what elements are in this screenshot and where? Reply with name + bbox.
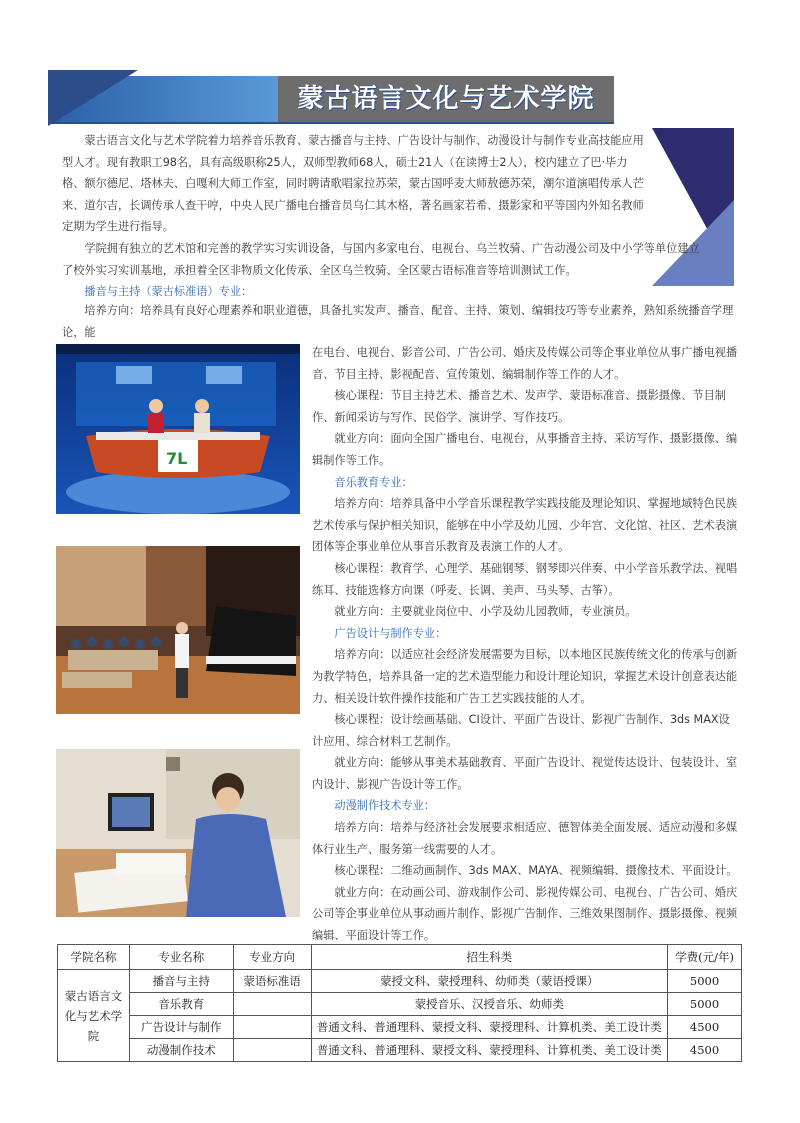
enrollment-table xyxy=(57,944,742,1062)
broadcast-direction-cont: 在电台、电视台、影音公司、广告公司、婚庆及传媒公司等企事业单位从事广播电视播音、节目主持、影视配音、宣传策划、编辑制作等工作的人才。 xyxy=(312,346,738,381)
ad-heading: 广告设计与制作专业： xyxy=(334,626,447,640)
ad-direction: 培养方向：以适应社会经济发展需要为目标，以本地区民族传统文化的传承与创新为教学特色，培养具备一定的艺术造型能力和设计理论知识，掌握艺术设计创意表达能力、相关设计软件操作技能和广告工艺实践技能的人才。 xyxy=(312,648,738,705)
direction-cell: 蒙语标准语 xyxy=(233,970,311,993)
table-row xyxy=(58,1016,742,1039)
photo-broadcast-studio xyxy=(56,344,300,514)
college-cell: 蒙古语言文化与艺术学院 xyxy=(58,970,130,1062)
broadcast-direction: 培养方向：培养具有良好心理素养和职业道德，具备扎实发声、播音、配音、主持、策划、编辑技巧等专业素养，熟知系统播音学理论，能 xyxy=(62,304,734,339)
direction-cell xyxy=(233,1039,311,1062)
animation-job: 就业方向：在动画公司、游戏制作公司、影视传媒公司、电视台、广告公司、婚庆公司等企事业单位从事动画片制作、影视广告制作、三维效果图制作、摄影摄像、视频编辑、平面设计等工作。 xyxy=(312,885,738,943)
header-college: 学院名称 xyxy=(58,945,130,970)
category-cell: 蒙授音乐、汉授音乐、幼师类 xyxy=(311,993,667,1016)
music-heading: 音乐教育专业： xyxy=(334,475,413,489)
broadcast-core: 核心课程：节目主持艺术、播音艺术、发声学、蒙语标准音、摄影摄像、节目制作、新闻采访与写作、民俗学、演讲学、写作技巧。 xyxy=(312,389,726,424)
direction-cell xyxy=(233,1016,311,1039)
header-fee: 学费(元/年) xyxy=(668,945,742,970)
category-cell: 普通文科、普通理科、蒙授文科、蒙授理科、计算机类、美工设计类 xyxy=(311,1016,667,1039)
intro-section xyxy=(62,130,700,303)
table-row xyxy=(58,1039,742,1062)
animation-direction: 培养方向：培养与经济社会发展要求相适应、德智体美全面发展、适应动漫和多媒体行业生产、服务第一线需要的人才。 xyxy=(312,821,738,856)
music-core: 核心课程：教育学、心理学、基础钢琴、钢琴即兴伴奏、中小学音乐教学法、视唱练耳、技能选修方向课（呼麦、长调、美声、马头琴、古筝）。 xyxy=(312,561,738,597)
banner-triangle xyxy=(48,70,138,126)
music-direction: 培养方向：培养具备中小学音乐课程教学实践技能及理论知识、掌握地域特色民族艺术传承与保护相关知识，能够在中小学及幼儿园、少年宫、文化馆、社区、艺术表演团体等企事业单位从事音乐教育及表演工作的人才。 xyxy=(312,497,738,554)
broadcast-heading: 播音与主持（蒙古标准语）专业： xyxy=(84,285,253,299)
header-direction: 专业方向 xyxy=(233,945,311,970)
category-cell: 蒙授文科、蒙授理科、幼师类（蒙语授课） xyxy=(311,970,667,993)
photo-animation-design xyxy=(56,749,300,917)
majors-column xyxy=(312,342,740,947)
major-cell: 动漫制作技术 xyxy=(129,1039,233,1062)
ad-job: 就业方向：能够从事美术基础教育、平面广告设计、视觉传达设计、包装设计、室内设计、影视广告设计等工作。 xyxy=(312,756,738,791)
design-illustration xyxy=(56,749,300,917)
music-class-illustration xyxy=(56,546,300,714)
fee-cell: 4500 xyxy=(668,1039,742,1062)
table-row xyxy=(58,970,742,993)
banner-underline xyxy=(48,122,614,124)
major-cell: 播音与主持 xyxy=(129,970,233,993)
category-cell: 普通文科、普通理科、蒙授文科、蒙授理科、计算机类、美工设计类 xyxy=(311,1039,667,1062)
photo-music-class xyxy=(56,546,300,714)
major-cell: 广告设计与制作 xyxy=(129,1016,233,1039)
animation-heading: 动漫制作技术专业： xyxy=(334,799,436,813)
music-job: 就业方向：主要就业岗位中、小学及幼儿园教师，专业演员。 xyxy=(334,605,637,619)
broadcast-job: 就业方向：面向全国广播电台、电视台，从事播音主持、采访写作、摄影摄像、编辑制作等工作。 xyxy=(312,432,738,467)
studio-logo: 7L xyxy=(166,449,188,468)
table-row xyxy=(58,993,742,1016)
ad-core: 核心课程：设计绘画基础、CI设计、平面广告设计、影视广告制作、3ds MAX设计应用、综合材料工艺制作。 xyxy=(312,713,730,748)
intro-paragraph-2: 学院拥有独立的艺术馆和完善的教学实习实训设备，与国内多家电台、电视台、乌兰牧骑、广告动漫公司及中小学等单位建立了校外实习实训基地，承担着全区非物质文化传承、全区乌兰牧骑、全区蒙古语标准音等培训测试工作。 xyxy=(62,241,700,277)
table-header-row xyxy=(58,945,742,970)
fee-cell: 4500 xyxy=(668,1016,742,1039)
fee-cell: 5000 xyxy=(668,993,742,1016)
header-major: 专业名称 xyxy=(129,945,233,970)
header-category: 招生科类 xyxy=(311,945,667,970)
page-title: 蒙古语言文化与艺术学院 xyxy=(297,84,595,114)
studio-illustration xyxy=(56,344,300,514)
intro-paragraph-1: 蒙古语言文化与艺术学院着力培养音乐教育、蒙古播音与主持、广告设计与制作、动漫设计与制作专业高技能应用型人才。现有教职工98名，具有高级职称25人，双师型教师68人，硕士21人（在读博士2人），校内建立了巴·毕力格、额尔德尼、塔林夫、白嘎利大师工作室，同时聘请歌唱家拉苏荣，蒙古国呼麦大师敖德苏荣，潮尔道演唱传承人芒来、道尔吉，长调传承人查干哼，中央人民广播电台播音员乌仁其木格，著名画家若希、摄影家和平等国内外知名教师定期为学生进行指导。 xyxy=(62,134,644,234)
fee-cell: 5000 xyxy=(668,970,742,993)
major-cell: 音乐教育 xyxy=(129,993,233,1016)
direction-cell xyxy=(233,993,311,1016)
animation-core: 核心课程：二维动画制作、3ds MAX、MAYA、视频编辑、摄像技术、平面设计。 xyxy=(334,864,738,878)
broadcast-direction-start xyxy=(62,300,742,343)
